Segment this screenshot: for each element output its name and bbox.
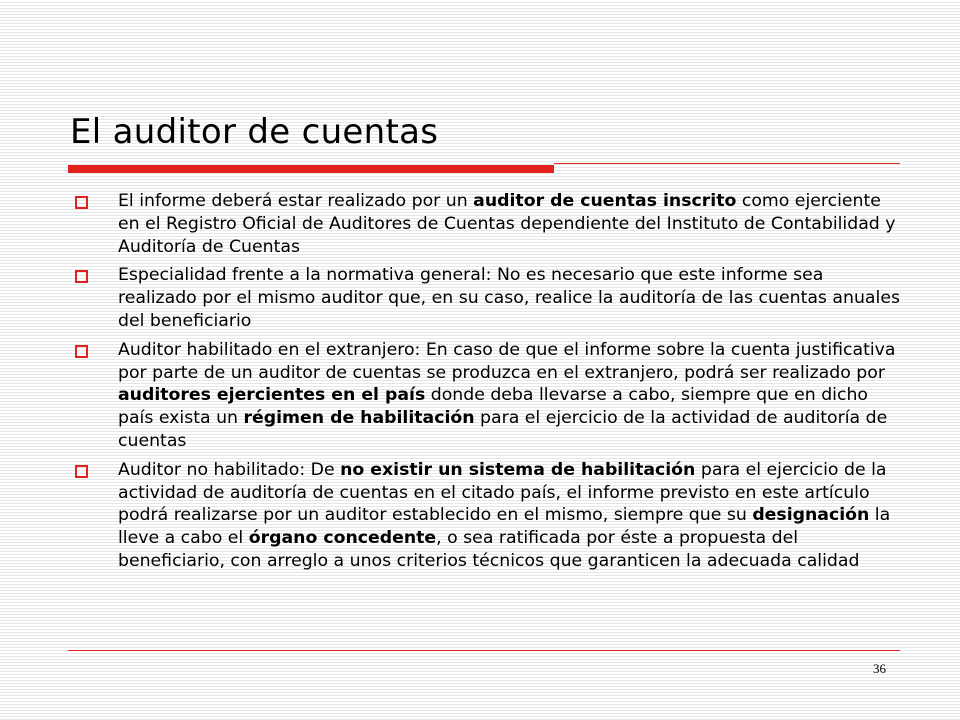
page-number: 36	[873, 661, 886, 676]
bullet-item	[70, 339, 900, 453]
bullet-text: Auditor no habilitado: De no existir un sistema de habilitación para el ejercicio de la actividad de auditoría de cuentas en el citado país, el informe previsto en este artículo podrá realizarse por un auditor establecido en el mismo, siempre que su designación la lleve a cabo el órgano concedente, o sea ratificada por éste a propuesta del beneficiario, con arreglo a unos criterios técnicos que garanticen la adecuada calidad	[118, 459, 891, 571]
bullet-text: El informe deberá estar realizado por un auditor de cuentas inscrito como ejerciente en el Registro Oficial de Auditores de Cuentas dependiente del Instituto de Contabilidad y Auditoría de Cuentas	[118, 191, 896, 257]
hollow-square-icon	[75, 465, 88, 478]
bullet-item	[70, 459, 900, 573]
bullet-text: Especialidad frente a la normativa general: No es necesario que este informe sea realizado por el mismo auditor que, en su caso, realice la auditoría de las cuentas anuales del beneficiario	[118, 265, 900, 331]
bullet-list	[70, 190, 900, 579]
slide-title: El auditor de cuentas	[70, 112, 439, 152]
title-underline-rule	[554, 163, 900, 164]
bullet-item	[70, 264, 900, 332]
footer-rule	[68, 650, 900, 651]
bullet-item	[70, 190, 900, 258]
bullet-text: Auditor habilitado en el extranjero: En caso de que el informe sobre la cuenta justificativa por parte de un auditor de cuentas se produzca en el extranjero, podrá ser realizado por auditores ejercientes en el país donde deba llevarse a cabo, siempre que en dicho país exista un régimen de habilitación para el ejercicio de la actividad de auditoría de cuentas	[118, 339, 896, 451]
title-underline-bar	[68, 165, 554, 173]
hollow-square-icon	[75, 196, 88, 209]
hollow-square-icon	[75, 270, 88, 283]
hollow-square-icon	[75, 345, 88, 358]
